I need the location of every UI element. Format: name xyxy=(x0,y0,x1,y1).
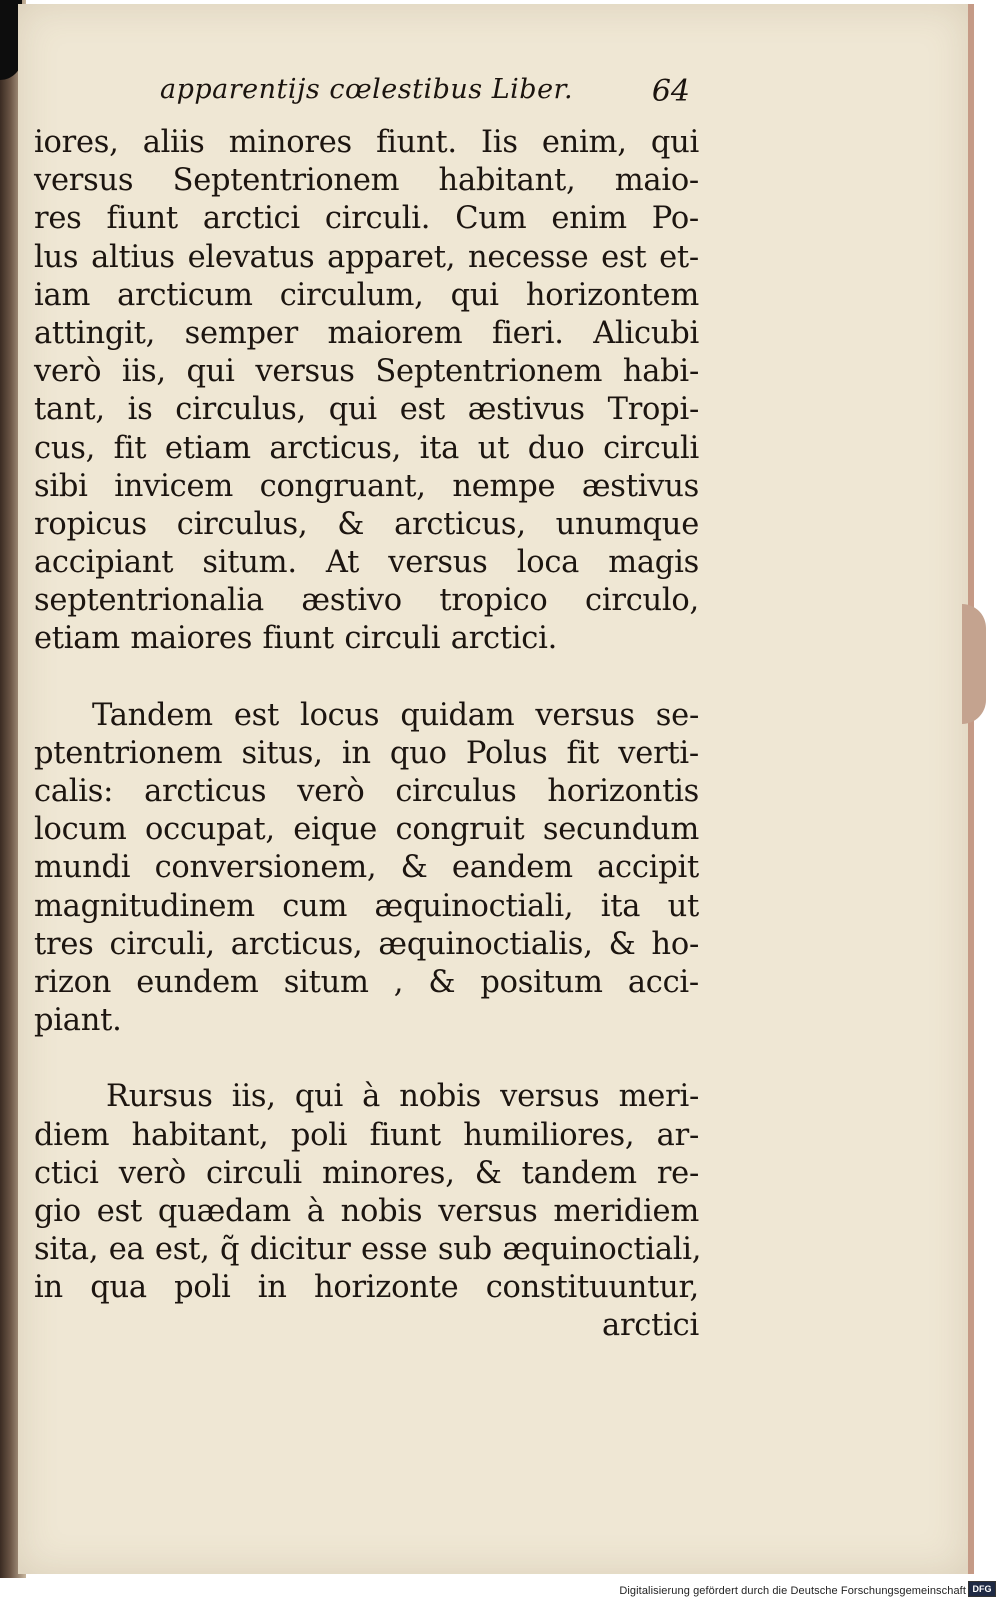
paragraph-gap xyxy=(34,1040,699,1078)
body-text xyxy=(34,124,702,1346)
paragraph-gap xyxy=(34,659,699,697)
text-line: ropicus circulus, & arcticus, unumque xyxy=(34,506,699,542)
text-line: lus altius elevatus apparet, necesse est et- xyxy=(34,239,699,275)
text-line: Tandem est locus quidam versus se- xyxy=(92,697,699,733)
text-line: cus, fit etiam arcticus, ita ut duo circuli xyxy=(34,430,699,466)
text-line: ctici verò circuli minores, & tandem re- xyxy=(34,1155,699,1191)
text-line: rizon eundem situm , & positum acci- xyxy=(34,964,699,1000)
text-line: versus Septentrionem habitant, maio- xyxy=(34,163,699,199)
text-line: iam arcticum circulum, qui horizontem xyxy=(34,277,699,313)
text-line: accipiant situm. At versus loca magis xyxy=(34,545,699,581)
running-head: apparentijs cœlestibus Liber. xyxy=(160,74,574,105)
text-line: in qua poli in horizonte constituuntur, xyxy=(34,1270,699,1306)
text-line: magnitudinem cum æquinoctiali, ita ut xyxy=(34,888,699,924)
text-line: diem habitant, poli fiunt humiliores, ar- xyxy=(34,1117,699,1153)
digitization-footer xyxy=(0,1578,1000,1600)
text-line: sibi invicem congruant, nempe æstivus xyxy=(34,468,699,504)
text-line: calis: arcticus verò circulus horizontis xyxy=(34,774,699,809)
text-line: mundi conversionem, & eandem accipit xyxy=(34,850,699,886)
text-line: tres circuli, arcticus, æquinoctialis, & ho- xyxy=(34,926,699,962)
text-line: ptentrionem situs, in quo Polus fit verti- xyxy=(34,735,699,771)
text-line: gio est quædam à nobis versus meridiem xyxy=(34,1193,699,1229)
text-line: septentrionalia æstivo tropico circulo, xyxy=(34,583,699,619)
text-line: sita, ea est, q̃ dicitur esse sub æquinoctiali, xyxy=(34,1232,702,1268)
text-line: res fiunt arctici circuli. Cum enim Po- xyxy=(34,201,699,237)
funding-credit: Digitalisierung gefördert durch die Deutsche Forschungsgemeinschaft xyxy=(619,1585,966,1597)
catchword: arctici xyxy=(602,1308,699,1344)
text-line: Rursus iis, qui à nobis versus meri- xyxy=(106,1079,699,1115)
text-line: verò iis, qui versus Septentrionem habi- xyxy=(34,354,699,390)
page-header xyxy=(138,74,708,118)
text-line: tant, is circulus, qui est æstivus Tropi- xyxy=(34,392,699,428)
text-line: etiam maiores fiunt circuli arctici. xyxy=(34,621,558,657)
text-line: locum occupat, eique congruit secundum xyxy=(34,812,699,848)
page-number: 64 xyxy=(651,74,690,109)
dfg-logo-icon: DFG xyxy=(968,1581,996,1597)
text-line: iores, aliis minores fiunt. Iis enim, qui xyxy=(34,125,699,160)
text-line: attingit, semper maiorem fieri. Alicubi xyxy=(34,315,699,351)
book-page xyxy=(18,4,974,1574)
text-line: piant. xyxy=(34,1003,122,1039)
